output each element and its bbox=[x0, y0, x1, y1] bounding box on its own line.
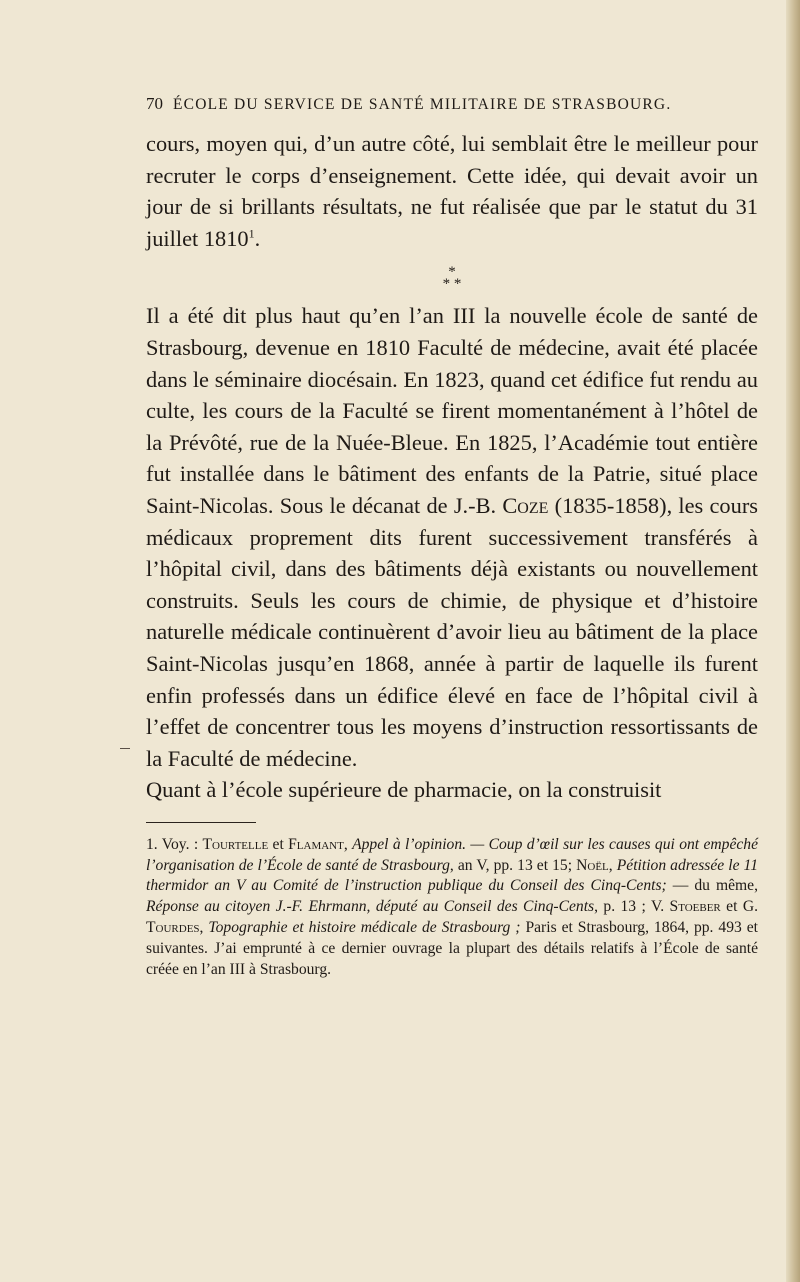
person-name-coze: Coze bbox=[502, 492, 549, 518]
section-separator bbox=[146, 264, 758, 293]
footnote-sep-2: , bbox=[608, 856, 617, 874]
footnote bbox=[146, 835, 758, 981]
running-title: ÉCOLE DU SERVICE DE SANTÉ MILITAIRE DE STRASBOURG. bbox=[173, 96, 672, 113]
footnote-author-flamant: Flamant bbox=[288, 835, 344, 853]
footnote-sep-3: , bbox=[199, 919, 209, 937]
footnote-ref-3: , p. 13 ; V. bbox=[594, 898, 670, 916]
separator-bottom-stars: * * bbox=[442, 276, 462, 293]
book-page bbox=[146, 92, 758, 980]
footnote-title-2: Pétition adressée le 11 thermidor an V au Comité de l’instruction publique du Conseil des Cinq-Cents; bbox=[146, 856, 758, 895]
paragraph-2-text-b: (1835-1858), les cours médicaux proprement dits furent successivement transférés à l’hôpital civil, dans des bâtiments déjà existants ou nouvellement construits. Seuls les cours de chimie, de physique et d’histoire naturelle médicale continuèrent d’avoir lieu au bâtiment de la place Saint-Nicolas jusqu’en 1868, année à partir de laquelle ils furent enfin professés dans un édifice élevé en face de l’hôpital civil à l’effet de concentrer tous les moyens d’instruction ressortissants de la Faculté de médecine. bbox=[146, 492, 758, 771]
footnote-marker: 1. bbox=[146, 835, 158, 853]
footnote-et-2: et G. bbox=[720, 898, 758, 916]
paragraph-1-end: . bbox=[254, 225, 261, 251]
footnote-author-tourdes: Tourdes bbox=[146, 919, 200, 937]
footnote-author-stoeber: Stoeber bbox=[669, 898, 721, 916]
footnote-rule bbox=[146, 822, 256, 823]
paragraph-2 bbox=[146, 300, 758, 774]
footnote-author-tourtelle: Tourtelle bbox=[202, 835, 269, 853]
footnote-ref-1: , an V, pp. 13 et 15; bbox=[449, 856, 577, 874]
footnote-title-4: Topographie et histoire médicale de Strasbourg ; bbox=[208, 919, 521, 937]
footnote-sep-1: , bbox=[343, 835, 353, 853]
paragraph-1-text: cours, moyen qui, d’un autre côté, lui semblait être le meilleur pour recruter le corps d’enseignement. Cette idée, qui devait avoir un jour de si brillants résultats, ne fut réalisée que par le statut du 31 juillet 1810 bbox=[146, 131, 758, 251]
footnote-ref-2: — du même, bbox=[666, 877, 759, 895]
paragraph-3-text: Quant à l’école supérieure de pharmacie, on la construisit bbox=[146, 777, 662, 803]
page-number: 70 bbox=[146, 94, 163, 113]
paragraph-3 bbox=[146, 774, 758, 806]
paragraph-1 bbox=[146, 128, 758, 254]
footnote-et-1: et bbox=[268, 835, 289, 853]
footnote-ref-4: Paris et Strasbourg, 1864, pp. 493 et suivantes. J’ai emprunté à ce dernier ouvrage la plupart des détails relatifs à l’École de santé créée en l’an III à Strasbourg. bbox=[146, 919, 759, 978]
running-header bbox=[146, 92, 758, 116]
margin-mark bbox=[120, 748, 130, 749]
footnote-author-noel: Noël bbox=[576, 856, 609, 874]
paragraph-2-text-a: Il a été dit plus haut qu’en l’an III la nouvelle école de santé de Strasbourg, devenue en 1810 Faculté de médecine, avait été placée dans le séminaire diocésain. En 1823, quand cet édifice fut rendu au culte, les cours de la Faculté se firent momentanément à l’hôtel de la Prévôté, rue de la Nuée-Bleue. En 1825, l’Académie tout entière fut installée dans le bâtiment des enfants de la Patrie, situé place Saint-Nicolas. Sous le décanat de J.-B. bbox=[146, 303, 758, 518]
footnote-reference: 1 bbox=[248, 226, 255, 241]
footnote-title-3: Réponse au citoyen J.-F. Ehrmann, député au Conseil des Cinq-Cents bbox=[146, 898, 595, 916]
footnote-voy: Voy. : bbox=[157, 835, 203, 853]
footnote-title-1: Appel à l’opinion. — Coup d’œil sur les causes qui ont empêché l’organisation de l’École de santé de Strasbourg bbox=[146, 835, 759, 874]
page-edge bbox=[786, 0, 800, 1282]
separator-top-star: * bbox=[448, 264, 456, 281]
